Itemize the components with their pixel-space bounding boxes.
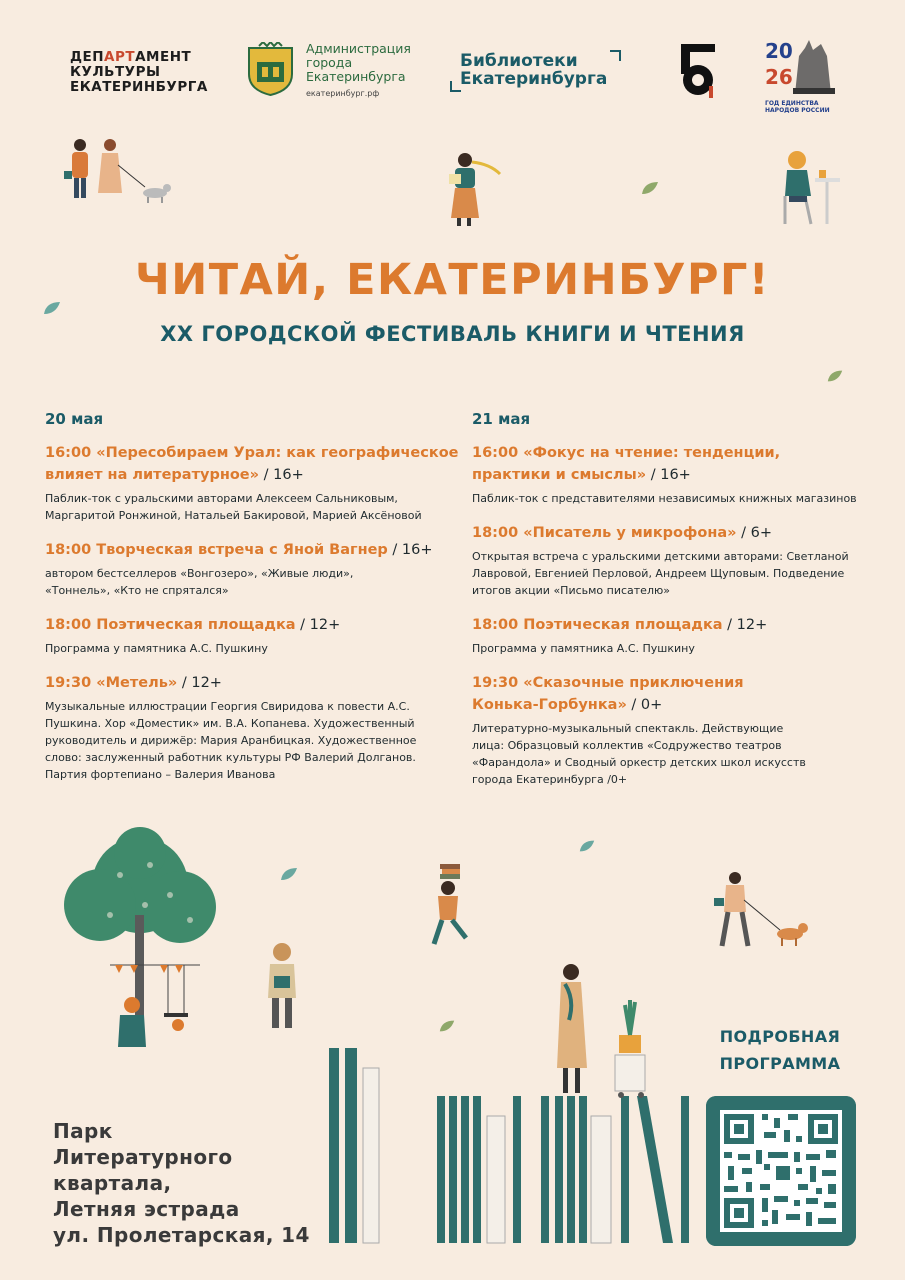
event-age-rating: / 12+ (295, 617, 341, 633)
event-title: 18:00 Творческая встреча с Яной Вагнер (45, 542, 388, 558)
man-walking-dog-illustration (710, 870, 810, 950)
dept-culture-logo: ДЕПАРТАМЕНТ КУЛЬТУРЫ ЕКАТЕРИНБУРГА (70, 49, 208, 95)
program-event (472, 672, 882, 788)
program-day-2 (472, 410, 882, 803)
jumping-kid-with-books-illustration (420, 860, 480, 950)
event-description: автором бестселлеров «Вонгозеро», «Живые люди», «Тоннель», «Кто не спрятался» (45, 567, 354, 597)
event-title: 19:30 «Сказочные приключения Конька-Горбунка» (472, 675, 744, 713)
program-event (472, 522, 882, 599)
b-letter-logo (679, 42, 719, 100)
event-description: Музыкальные иллюстрации Георгия Свиридова к повести А.С. Пушкина. Хор «Доместик» им. В.А. Копанева. Художественный руководитель и дирижёр: Мария Аранбицкая. Художественное слово: заслуженный работник культуры РФ Валерий Долганов. Партия фортепиано – Валерия Иванова (45, 700, 417, 781)
event-age-rating: / 16+ (646, 467, 691, 483)
event-title: 18:00 Поэтическая площадка (45, 617, 296, 633)
leaf-icon (640, 180, 660, 196)
leaf-icon (278, 866, 300, 882)
qr-code[interactable] (706, 1096, 856, 1246)
program-day-1 (45, 410, 460, 798)
event-description: Программа у памятника А.С. Пушкину (472, 642, 695, 655)
leaf-icon (578, 838, 596, 854)
monument-2026-icon (765, 36, 845, 96)
city-administration-logo: Администрация города Екатеринбурга екатеринбург.рф (243, 42, 411, 101)
event-title: 16:00 «Фокус на чтение: тенденции, практики и смыслы» (472, 445, 781, 483)
walking-couple-illustration (60, 135, 200, 205)
reading-woman-illustration (445, 152, 505, 227)
program-event (45, 614, 460, 657)
year-of-unity-logo: 20 26 ГОД ЕДИНСТВА НАРОДОВ РОССИИ (765, 36, 845, 114)
libraries-logo: Библиотеки Екатеринбурга (460, 52, 607, 88)
event-age-rating: / 6+ (736, 525, 773, 541)
day-date: 21 мая (472, 410, 531, 428)
program-event (472, 442, 882, 507)
day-date: 20 мая (45, 410, 104, 428)
event-description: Программа у памятника А.С. Пушкину (45, 642, 268, 655)
books-illustration (325, 960, 700, 1260)
festival-subtitle: XX ГОРОДСКОЙ ФЕСТИВАЛЬ КНИГИ И ЧТЕНИЯ (160, 322, 745, 346)
tree-illustration (50, 825, 230, 1055)
event-title: 18:00 Поэтическая площадка (472, 617, 723, 633)
event-age-rating: / 12+ (722, 617, 768, 633)
leaf-icon (826, 368, 844, 384)
venue-address: Парк Литературного квартала, Летняя эстрада ул. Пролетарская, 14 (53, 1119, 310, 1247)
program-event (472, 614, 882, 657)
event-description: Паблик-ток с представителями независимых книжных магазинов (472, 492, 857, 505)
event-description: Открытая встреча с уральскими детскими авторами: Светланой Лавровой, Евгенией Перловой, Андреем Щуповым. Подведение итогов акции «Письмо писателю» (472, 550, 849, 597)
event-age-rating: / 16+ (259, 467, 304, 483)
program-event (45, 442, 460, 524)
svg-text:26: 26 (765, 65, 793, 89)
event-title: 18:00 «Писатель у микрофона» (472, 525, 737, 541)
event-title: 16:00 «Пересобираем Урал: как географическое влияет на литературное» (45, 445, 459, 483)
event-description: Литературно-музыкальный спектакль. Действующие лица: Образцовый коллектив «Содружество театров «Фарандола» и Сводный оркестр детских школ искусств города Екатеринбурга /0+ (472, 722, 806, 786)
event-title: 19:30 «Метель» (45, 675, 178, 691)
city-coat-of-arms-icon (243, 42, 298, 97)
event-age-rating: / 0+ (626, 697, 663, 713)
program-event (45, 672, 460, 783)
festival-title: ЧИТАЙ, ЕКАТЕРИНБУРГ! (134, 255, 771, 305)
program-event (45, 539, 460, 599)
event-description: Паблик-ток с уральскими авторами Алексеем Сальниковым, Маргаритой Ронжиной, Натальей Бакировой, Марией Аксёновой (45, 492, 422, 522)
event-age-rating: / 16+ (387, 542, 433, 558)
event-age-rating: / 12+ (177, 675, 222, 691)
cafe-reader-illustration (775, 148, 845, 228)
more-program-label: ПОДРОБНАЯ ПРОГРАММА (719, 1027, 841, 1073)
svg-text:20: 20 (765, 39, 793, 63)
man-reading-illustration (260, 940, 305, 1030)
